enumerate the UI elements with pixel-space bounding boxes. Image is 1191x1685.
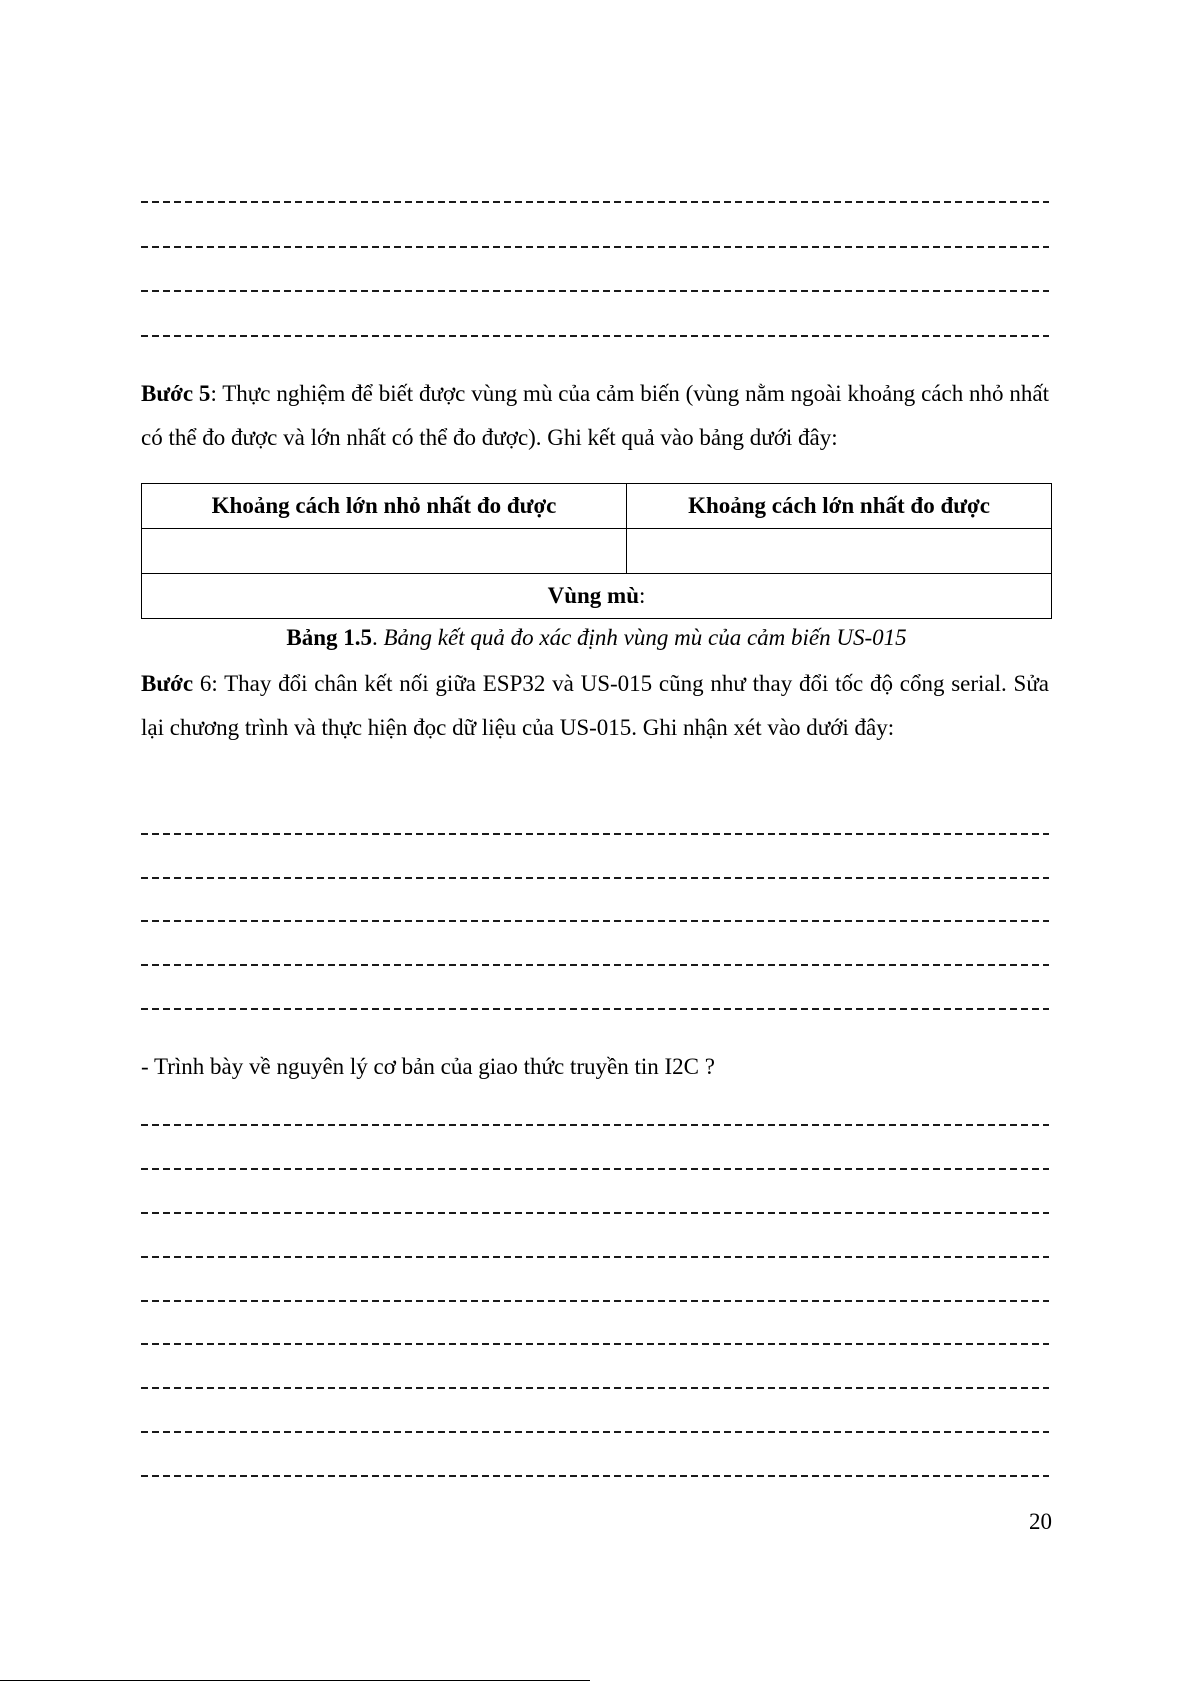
answer-line bbox=[141, 1475, 1049, 1477]
caption-separator: . bbox=[372, 625, 384, 650]
answer-line bbox=[141, 290, 1049, 292]
table-header-max-distance: Khoảng cách lớn nhất đo được bbox=[627, 484, 1052, 529]
answer-line bbox=[141, 1431, 1049, 1433]
answer-line bbox=[141, 1300, 1049, 1302]
blind-zone-label: Vùng mù bbox=[547, 583, 639, 608]
results-table bbox=[141, 483, 1052, 619]
table-caption bbox=[141, 623, 1052, 653]
answer-line bbox=[141, 1387, 1049, 1389]
step5-text: : Thực nghiệm để biết được vùng mù của cảm biến (vùng nằm ngoài khoảng cách nhỏ nhất có thể đo được và lớn nhất có thể đo được). Ghi kết quả vào bảng dưới đây: bbox=[141, 381, 1049, 450]
answer-line bbox=[141, 964, 1049, 966]
step5-paragraph bbox=[141, 372, 1049, 460]
question-text: - Trình bày về nguyên lý cơ bản của giao thức truyền tin I2C ? bbox=[141, 1054, 715, 1079]
answer-line bbox=[141, 201, 1049, 203]
answer-line bbox=[141, 1124, 1049, 1126]
footer-rule bbox=[0, 1680, 590, 1681]
answer-line bbox=[141, 1168, 1049, 1170]
answer-line bbox=[141, 246, 1049, 248]
answer-line bbox=[141, 1256, 1049, 1258]
answer-line bbox=[141, 1008, 1049, 1010]
answer-line bbox=[141, 833, 1049, 835]
table-cell-min-distance[interactable] bbox=[142, 529, 627, 574]
caption-label: Bảng 1.5 bbox=[286, 625, 372, 650]
answer-line bbox=[141, 1343, 1049, 1345]
table-header-min-distance: Khoảng cách lớn nhỏ nhất đo được bbox=[142, 484, 627, 529]
step6-label: Bước bbox=[141, 671, 194, 696]
page-number: 20 bbox=[1029, 1509, 1052, 1534]
answer-line bbox=[141, 1212, 1049, 1214]
answer-line bbox=[141, 335, 1049, 337]
step6-text: 6: Thay đổi chân kết nối giữa ESP32 và US-015 cũng như thay đổi tốc độ cổng serial. Sửa lại chương trình và thực hiện đọc dữ liệu của US-015. Ghi nhận xét vào dưới đây: bbox=[141, 671, 1049, 740]
blind-zone-colon: : bbox=[639, 583, 646, 608]
answer-line bbox=[141, 877, 1049, 879]
table-cell-max-distance[interactable] bbox=[627, 529, 1052, 574]
step6-paragraph bbox=[141, 662, 1049, 750]
caption-text: Bảng kết quả đo xác định vùng mù của cảm biến US-015 bbox=[383, 625, 907, 650]
table-row-blind-zone[interactable] bbox=[142, 574, 1052, 619]
step5-label: Bước 5 bbox=[141, 381, 211, 406]
answer-line bbox=[141, 920, 1049, 922]
